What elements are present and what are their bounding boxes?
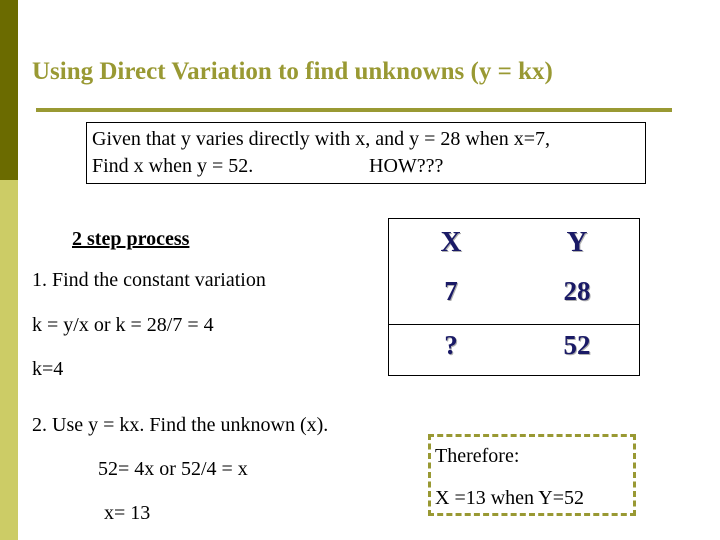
how-question: HOW??? [369,155,444,177]
table-cell: 7 [444,276,458,306]
problem-statement-box [86,122,646,184]
step-1-text: 1. Find the constant variation [32,269,266,291]
step-2-text: 2. Use y = kx. Find the unknown (x). [32,414,329,436]
table-row-divider [388,324,640,325]
table-cell: 52 [563,330,591,360]
conclusion-box [428,434,636,516]
conclusion-label: Therefore: [435,445,520,467]
title-underline [36,108,672,112]
table-cell: 28 [563,276,591,306]
sidebar-accent-dark [0,0,18,180]
k-result: k=4 [32,358,64,380]
table-header-y: Y [566,226,588,258]
conclusion-answer: X =13 when Y=52 [435,487,585,509]
table-header-x: X [440,226,462,258]
table-border-top [388,218,640,219]
table-border-right [639,218,640,376]
slide-title: Using Direct Variation to find unknowns (y = kx) [32,58,553,85]
equation-text: 52= 4x or 52/4 = x [98,458,248,480]
table-cell: ? [444,330,458,360]
process-heading: 2 step process [72,228,190,250]
k-formula: k = y/x or k = 28/7 = 4 [32,314,214,336]
problem-line-1: Given that y varies directly with x, and y = 28 when x=7, [92,128,551,150]
table-border-left [388,218,389,376]
sidebar-accent-light [0,180,18,540]
problem-line-2: Find x when y = 52. [92,155,254,177]
x-result: x= 13 [104,502,151,524]
table-border-bottom [388,375,640,376]
